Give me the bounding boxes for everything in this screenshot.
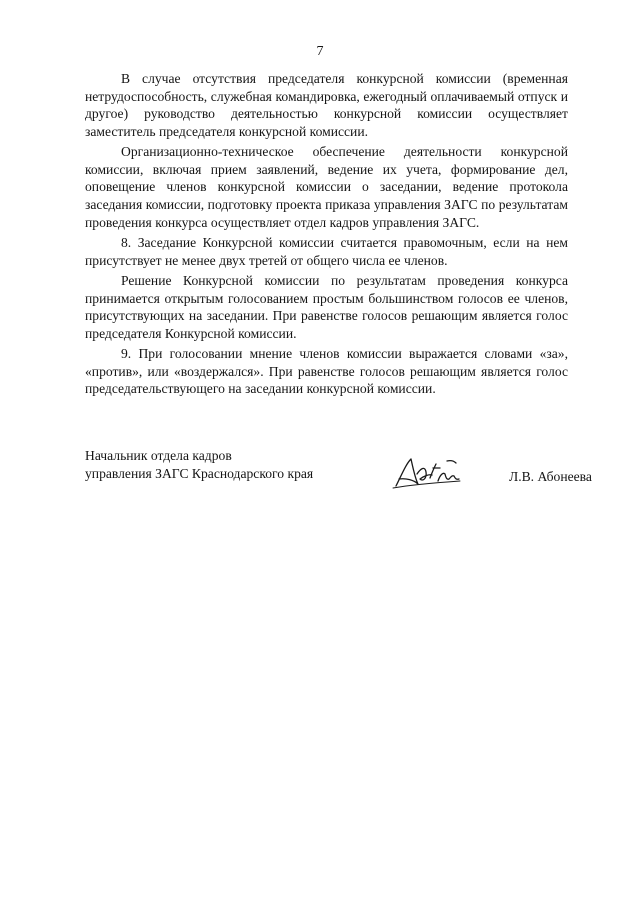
paragraph-voting: 9. При голосовании мнение членов комиссии выражается словами «за», «против», или «воздержался». При равенстве голосов решающим является голос председательствующего на заседании конкурсной комиссии. <box>85 346 568 397</box>
signatory-name: Л.В. Абонеева <box>509 469 592 484</box>
paragraph-quorum: 8. Заседание Конкурсной комиссии считается правомочным, если на нем присутствует не менее двух третей от общего числа ее членов. <box>85 234 568 268</box>
signatory-position-line2: управления ЗАГС Краснодарского края <box>85 466 314 481</box>
paragraph-chairman-absence: В случае отсутствия председателя конкурсной комиссии (временная нетрудоспособность, служебная командировка, ежегодный оплачиваемый отпуск и другое) руководство деятельностью конкурсной комиссии осуществляет заместитель председателя конкурсной комиссии. <box>85 71 568 139</box>
body-text <box>85 70 568 401</box>
paragraph-decision: Решение Конкурсной комиссии по результатам проведения конкурса принимается открытым голосованием простым большинством голосов ее членов, присутствующих на заседании. При равенстве голосов решающим является голос председателя Конкурсной комиссии. <box>85 272 568 341</box>
handwritten-signature <box>390 452 462 492</box>
paragraph-organizational-support: Организационно-техническое обеспечение деятельности конкурсной комиссии, включая прием заявлений, ведение их учета, формирование дел, оповещение членов конкурсной комиссии о заседании, ведение протокола заседания комиссии, подготовку проекта приказа управления ЗАГС по результатам проведения конкурса осуществляет отдел кадров управления ЗАГС. <box>85 144 568 230</box>
signature-block <box>85 447 592 497</box>
signatory-position <box>85 447 313 483</box>
page-number: 7 <box>316 44 324 59</box>
signatory-position-line1: Начальник отдела кадров <box>85 448 232 463</box>
